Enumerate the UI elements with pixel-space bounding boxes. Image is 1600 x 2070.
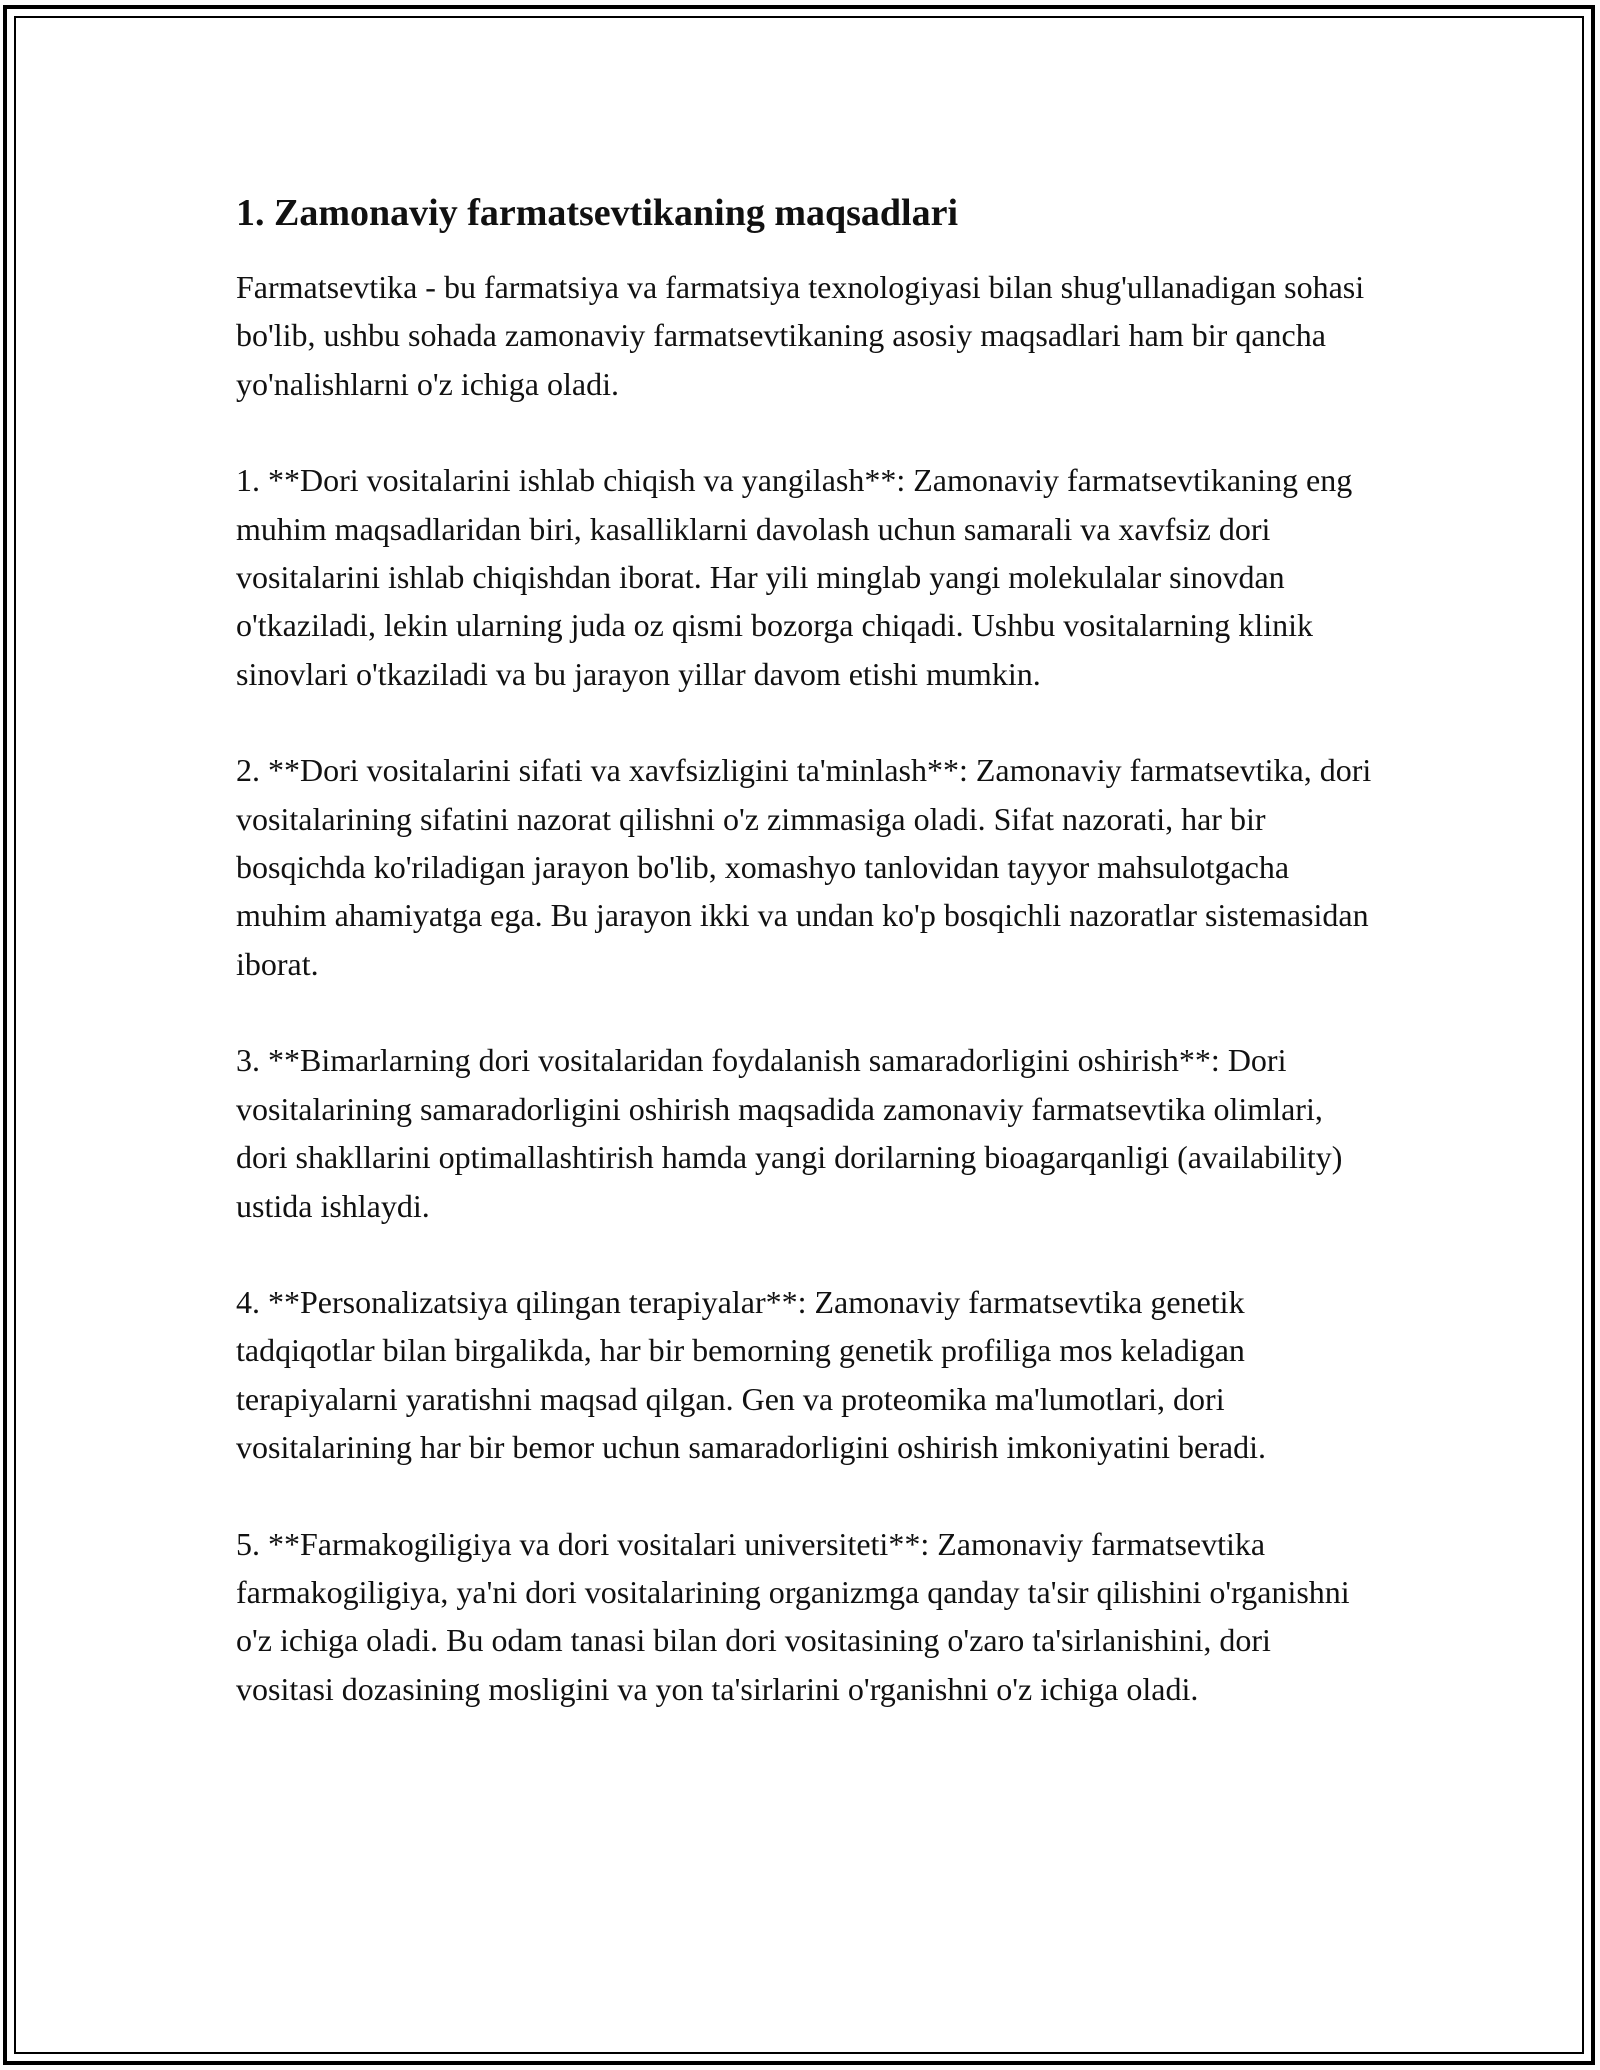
goal-item-3: 3. **Bimarlarning dori vositalaridan foydalanish samaradorligini oshirish**: Dori vositalarining samaradorligini oshirish maqsadida zamonaviy farmatsevtika olimlari, dori shakllarini optimallashtirish hamda yangi dorilarning bioagarqanligi (availability) ustida ishlaydi. [236,1042,1343,1224]
document-title: 1. Zamonaviy farmatsevtikaning maqsadlari [236,192,959,234]
goal-item-1: 1. **Dori vositalarini ishlab chiqish va yangilash**: Zamonaviy farmatsevtikaning eng muhim maqsadlaridan biri, kasalliklarni davolash uchun samarali va xavfsiz dori vositalarini ishlab chiqishdan iborat. Har yili minglab yangi molekulalar sinovdan o'tkaziladi, lekin ularning juda oz qismi bozorga chiqadi. Ushbu vositalarning klinik sinovlari o'tkaziladi va bu jarayon yillar davom etishi mumkin. [236,462,1353,692]
intro-paragraph: Farmatsevtika - bu farmatsiya va farmatsiya texnologiyasi bilan shug'ullanadigan sohasi bo'lib, ushbu sohada zamonaviy farmatsevtikaning asosiy maqsadlari ham bir qancha yo'nalishlarni o'z ichiga oladi. [236,269,1365,402]
document-body [236,189,1376,1761]
goal-item-5: 5. **Farmakogiligiya va dori vositalari universiteti**: Zamonaviy farmatsevtika farmakogiligiya, ya'ni dori vositalarining organizmga qanday ta'sir qilishini o'rganishni o'z ichiga oladi. Bu odam tanasi bilan dori vositasining o'zaro ta'sirlanishini, dori vositasi dozasining mosligini va yon ta'sirlarini o'rganishni o'z ichiga oladi. [236,1525,1350,1707]
goal-item-4: 4. **Personalizatsiya qilingan terapiyalar**: Zamonaviy farmatsevtika genetik tadqiqotlar bilan birgalikda, har bir bemorning genetik profiliga mos keladigan terapiyalarni yaratishni maqsad qilgan. Gen va proteomika ma'lumotlari, dori vositalarining har bir bemor uchun samaradorligini oshirish imkoniyatini beradi. [236,1283,1266,1466]
goal-item-2: 2. **Dori vositalarini sifati va xavfsizligini ta'minlash**: Zamonaviy farmatsevtika, dori vositalarining sifatini nazorat qilishni o'z zimmasiga oladi. Sifat nazorati, har bir bosqichda ko'riladigan jarayon bo'lib, xomashyo tanlovidan tayyor mahsulotgacha muhim ahamiyatga ega. Bu jarayon ikki va undan ko'p bosqichli nazoratlar sistemasidan iborat. [236,752,1372,982]
